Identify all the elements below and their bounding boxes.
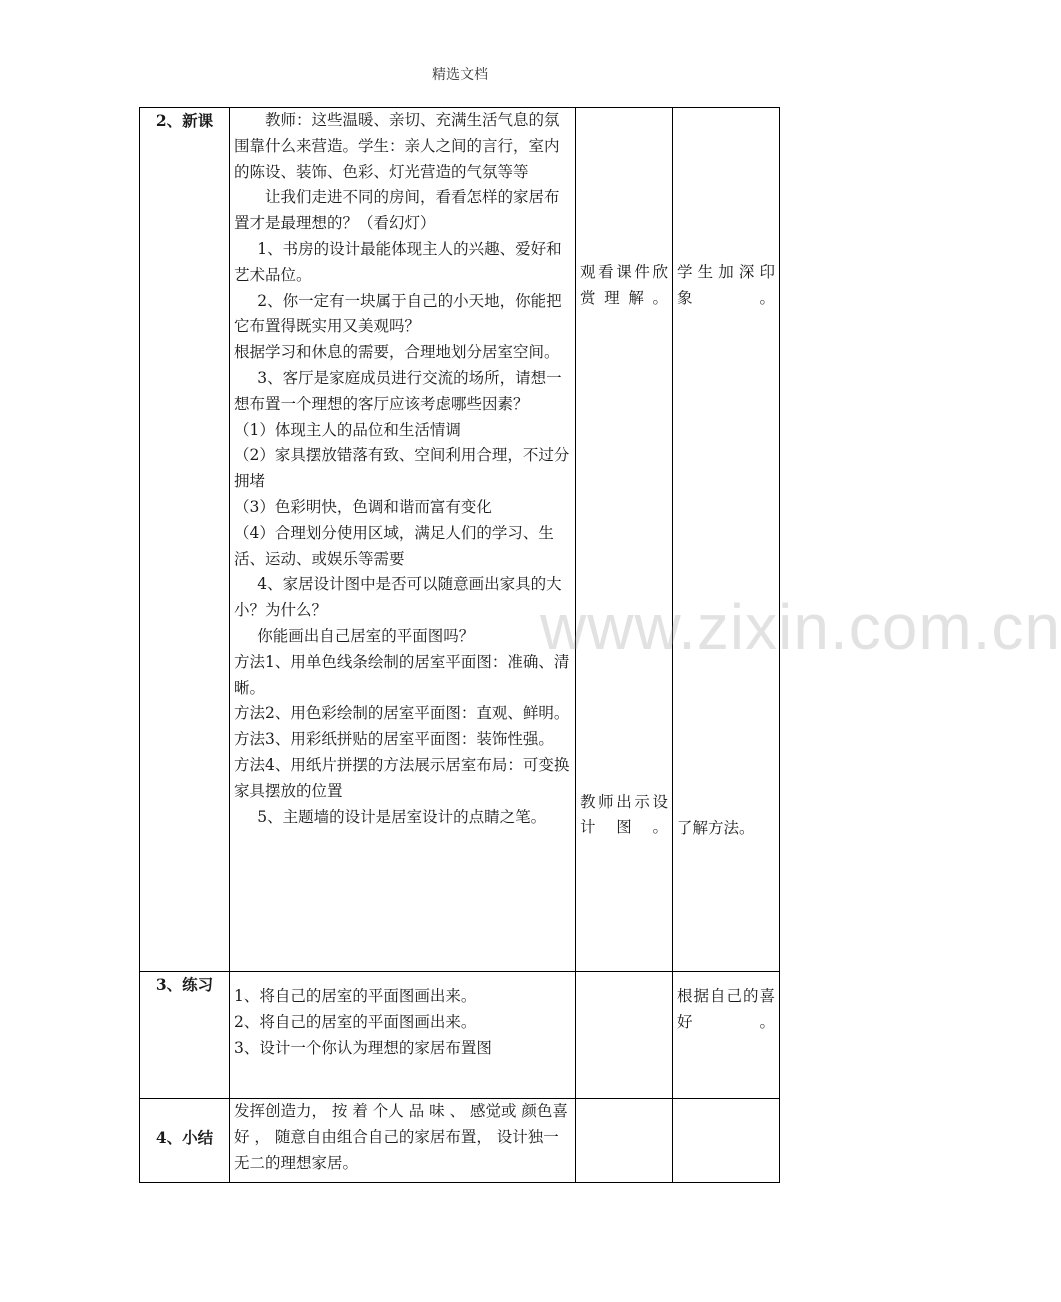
practice-activity-cell: [576, 972, 673, 1099]
method-item: 方法2、用色彩绘制的居室平面图：直观、鲜明。: [234, 704, 570, 723]
intent-own-preference: 根据自己的喜好。: [677, 987, 775, 1031]
paragraph: 5、主题墙的设计是居室设计的点睛之笔。: [257, 807, 547, 826]
practice-item: 1、将自己的居室的平面图画出来。: [234, 987, 477, 1005]
practice-content: [230, 972, 576, 1099]
activity-teacher-shows-design: 教师出示设计图。: [580, 792, 668, 837]
practice-item: 2、将自己的居室的平面图画出来。: [234, 1012, 477, 1031]
paragraph: 让我们走进不同的房间，看看怎样的家居布置才是最理想的？（看幻灯）: [234, 188, 560, 233]
page-header: 精选文档: [432, 67, 488, 83]
new-lesson-content: [230, 108, 576, 972]
watermark-text: www.zixin.com.cn: [540, 591, 1061, 663]
lesson-plan-table: [139, 107, 780, 1183]
practice-item: 3、设计一个你认为理想的家居布置图: [234, 1038, 492, 1057]
student-activity-cell: [576, 108, 673, 972]
summary-activity-cell: [576, 1099, 673, 1183]
design-intent-cell: [673, 108, 780, 972]
row-new-lesson: [140, 108, 780, 972]
method-item: 方法4、用纸片拼摆的方法展示居室布局：可变换家具摆放的位置: [234, 755, 570, 800]
paragraph: 4、家居设计图中是否可以随意画出家具的大小？为什么？: [234, 575, 562, 620]
list-item: （4）合理划分使用区域，满足人们的学习、生活、运动、或娱乐等需要: [234, 523, 554, 568]
list-item: （1）体现主人的品位和生活情调: [234, 420, 461, 439]
intent-deepen-impression: 学生加深印象。: [677, 263, 775, 307]
row-label-summary: 4、小结: [140, 1099, 230, 1183]
summary-content: [230, 1099, 576, 1183]
row-practice: [140, 972, 780, 1099]
paragraph: 2、你一定有一块属于自己的小天地，你能把它布置得既实用又美观吗？: [234, 291, 562, 336]
activity-watch-courseware: 观看课件欣赏理解。: [580, 263, 668, 307]
paragraph: 1、书房的设计最能体现主人的兴趣、爱好和艺术品位。: [234, 239, 562, 284]
row-label-new-lesson: 2、新课: [140, 108, 230, 972]
row-label-practice: 3、练习: [140, 972, 230, 1099]
row-summary: [140, 1099, 780, 1183]
summary-intent-cell: [673, 1099, 780, 1183]
paragraph: 3、客厅是家庭成员进行交流的场所，请想一想布置一个理想的客厅应该考虑哪些因素？: [234, 368, 562, 413]
intent-understand-methods: 了解方法。: [677, 818, 755, 837]
method-item: 方法3、用彩纸拼贴的居室平面图：装饰性强。: [234, 730, 554, 749]
list-item: （2）家具摆放错落有致、空间利用合理，不过分拥堵: [234, 446, 570, 491]
summary-text: 发挥创造力， 按 着 个人 品 味 、 感觉或 颜色喜好 ， 随意自由组合自己的家居布置， 设计独一无二的理想家居。: [234, 1102, 568, 1172]
paragraph: 根据学习和休息的需要，合理地划分居室空间。: [234, 343, 560, 362]
paragraph: 你能画出自己居室的平面图吗？: [257, 626, 475, 645]
list-item: （3）色彩明快，色调和谐而富有变化: [234, 497, 492, 516]
practice-intent-cell: [673, 972, 780, 1099]
paragraph: 教师：这些温暖、亲切、充满生活气息的氛围靠什么来营造。学生：亲人之间的言行，室内的陈设、装饰、色彩、灯光营造的气氛等等: [234, 111, 560, 181]
method-item: 方法1、用单色线条绘制的居室平面图：准确、清晰。: [234, 652, 570, 697]
